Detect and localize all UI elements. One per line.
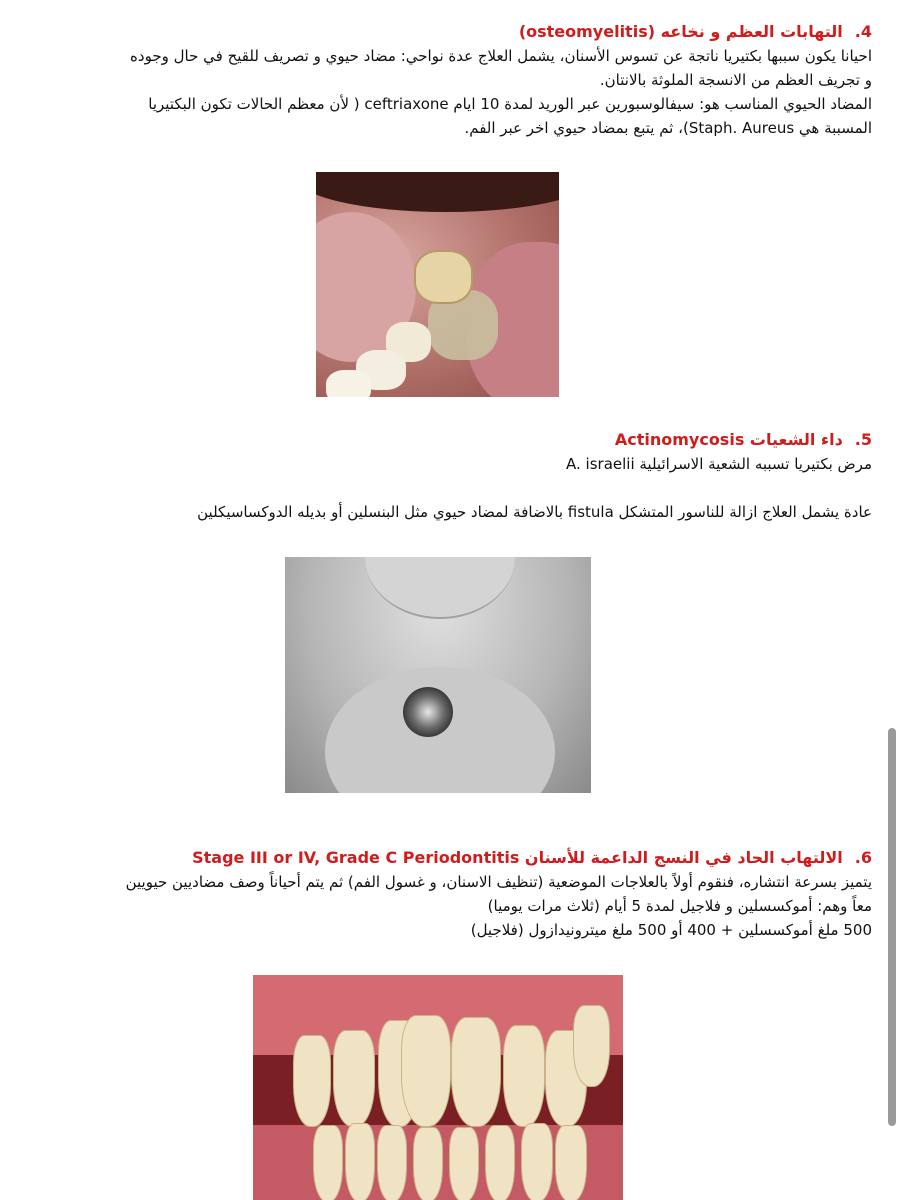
- paragraph-line: 500 ملغ أموكسسلين + 400 أو 500 ملغ ميترونيدازول (فلاجيل): [470, 921, 872, 939]
- periodontitis-teeth-photo: [253, 975, 623, 1200]
- paragraph-line: احيانا يكون سببها بكتيريا ناتجة عن تسوس الأسنان، يشمل العلاج عدة نواحي: مضاد حيوي و تصريف للقيح في حال وجوده: [130, 47, 872, 65]
- section-heading: [40, 20, 872, 44]
- paragraph-line: عادة يشمل العلاج ازالة للناسور المتشكل fistula بالاضافة لمضاد حيوي مثل البنسلين أو بديله الدوكساسيكلين: [197, 503, 872, 521]
- paragraph-line: و تجريف العظم من الانسجة الملوثة بالانتان.: [599, 71, 872, 89]
- paragraph-line: مرض بكتيريا تسببه الشعية الاسرائيلية A. israelii: [566, 455, 872, 473]
- section-actinomycosis: [40, 428, 872, 524]
- paragraph-line: يتميز بسرعة انتشاره، فنقوم أولاً بالعلاجات الموضعية (تنظيف الاسنان، و غسول الفم) ثم يتم أحياناً وصف مضاديين حيويين: [125, 873, 872, 891]
- section-periodontitis: [40, 846, 872, 942]
- section-heading: [40, 428, 872, 452]
- section-number: 5.: [854, 430, 872, 449]
- section-number: 4.: [854, 22, 872, 41]
- section-osteomyelitis: [40, 20, 872, 140]
- section-title: الالتهاب الحاد في النسج الداعمة للأسنان Stage III or IV, Grade C Periodontitis: [192, 848, 843, 867]
- osteomyelitis-mouth-photo: [316, 172, 559, 397]
- section-number: 6.: [854, 848, 872, 867]
- paragraph-line: المضاد الحيوي المناسب هو: سيفالوسبورين عبر الوريد لمدة 10 ايام ceftriaxone ( لأن معظم الحالات تكون البكتيريا: [148, 95, 872, 113]
- section-title: التهابات العظم و نخاعه (osteomyelitis): [518, 22, 843, 41]
- section-title: داء الشعيات Actinomycosis: [614, 430, 843, 449]
- section-heading: [40, 846, 872, 870]
- paragraph-line: المسببة هي Staph. Aureus)، ثم يتبع بمضاد حيوي اخر عبر الفم.: [464, 119, 872, 137]
- actinomycosis-chin-photo: [285, 557, 591, 793]
- vertical-scrollbar[interactable]: [888, 728, 896, 1126]
- paragraph-line: معاً وهم: أموكسسلين و فلاجيل لمدة 5 أيام (ثلاث مرات يوميا): [487, 897, 872, 915]
